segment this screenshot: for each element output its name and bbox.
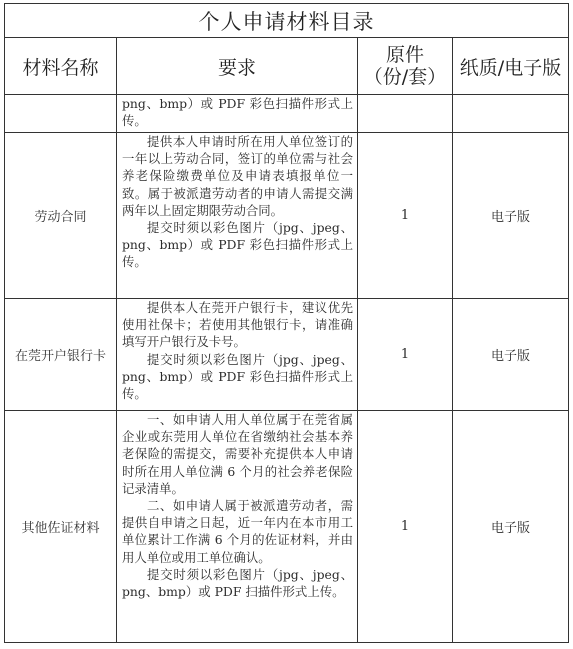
requirement-cell xyxy=(117,299,358,411)
header-copies xyxy=(358,38,453,95)
requirement-cell xyxy=(117,411,358,643)
table-row xyxy=(5,299,569,411)
copies-cell xyxy=(358,95,453,133)
requirement-paragraph: 提交时须以彩色图片（jpg、jpeg、png、bmp）或 PDF 彩色扫描件形式上传。 xyxy=(122,351,353,402)
format-cell: 电子版 xyxy=(453,133,569,299)
document-page xyxy=(4,3,568,645)
format-cell: 电子版 xyxy=(453,411,569,643)
requirement-paragraph: 提交时须以彩色图片（jpg、jpeg、png、bmp）或 PDF 扫描件形式上传。 xyxy=(122,566,353,600)
format-cell xyxy=(453,95,569,133)
copies-cell: 1 xyxy=(358,133,453,299)
requirement-cell xyxy=(117,133,358,299)
material-name: 其他佐证材料 xyxy=(5,411,117,643)
format-cell: 电子版 xyxy=(453,299,569,411)
requirement-paragraph: 提交时须以彩色图片（jpg、jpeg、png、bmp）或 PDF 彩色扫描件形式上传。 xyxy=(122,220,353,270)
table-row xyxy=(5,411,569,643)
header-material-name: 材料名称 xyxy=(5,38,117,95)
material-name xyxy=(5,95,117,133)
header-format: 纸质/电子版 xyxy=(453,38,569,95)
header-copies-line1: 原件 xyxy=(385,44,424,66)
header-copies-line2: （份/套） xyxy=(363,66,447,88)
requirement-paragraph: 提供本人在莞开户银行卡，建议优先使用社保卡；若使用其他银行卡，请准确填写开户银行及卡号。 xyxy=(122,300,353,350)
material-name: 劳动合同 xyxy=(5,133,117,299)
requirement-paragraph: png、bmp）或 PDF 彩色扫描件形式上传。 xyxy=(122,96,353,129)
copies-cell: 1 xyxy=(358,299,453,411)
table-row xyxy=(5,95,569,133)
requirement-cell xyxy=(117,95,358,133)
material-name: 在莞开户银行卡 xyxy=(5,299,117,411)
header-requirement: 要求 xyxy=(117,38,358,95)
table-row xyxy=(5,133,569,299)
requirement-paragraph: 一、如申请人用人单位属于在莞省属企业或东莞用人单位在省缴纳社会基本养老保险的需提交，需要补充提供本人申请时所在用人单位满 6 个月的社会养老保险记录清单。 xyxy=(122,412,353,496)
copies-cell: 1 xyxy=(358,411,453,643)
materials-table xyxy=(4,3,569,643)
requirement-paragraph: 二、如申请人属于被派遣劳动者，需提供自申请之日起，近一年内在本市用工单位累计工作满 6 个月的佐证材料，并由用人单位或用工单位确认。 xyxy=(122,498,353,565)
requirement-paragraph: 提供本人申请时所在用人单位签订的一年以上劳动合同，签订的单位需与社会养老保险缴费单位及申请表填报单位一致。属于被派遣劳动者的申请人需提交满两年以上固定期限劳动合同。 xyxy=(122,134,353,218)
table-title: 个人申请材料目录 xyxy=(5,4,569,38)
